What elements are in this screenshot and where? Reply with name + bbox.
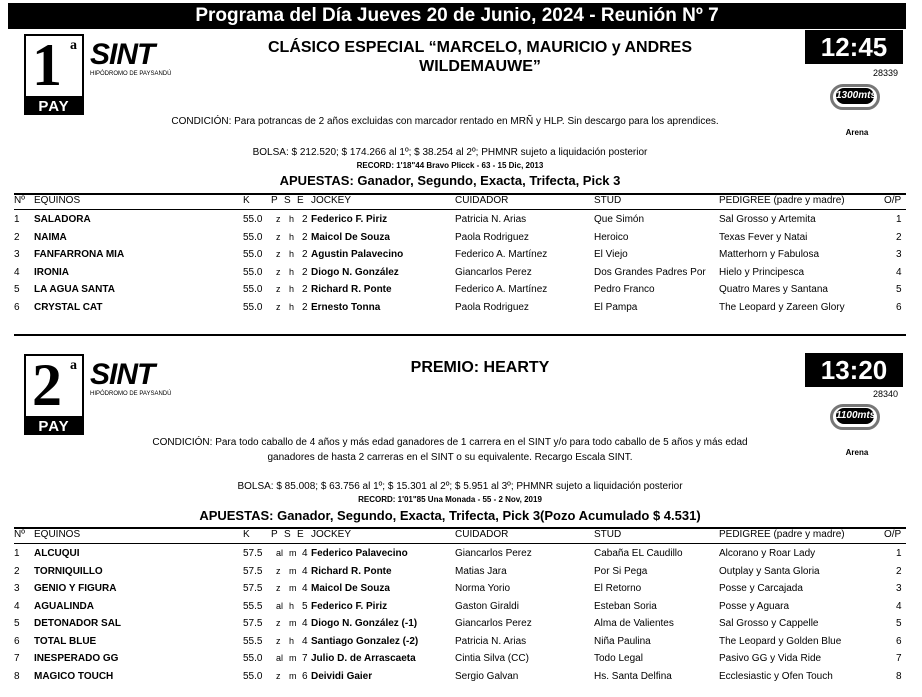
jockey-name: Diogo N. González [311,266,399,278]
entry-row [14,229,906,246]
weight: 55.0 [243,214,263,225]
jockey-name: Julio D. de Arrascaeta [311,653,416,664]
post-position: 8 [896,670,902,682]
pedigree: Outplay y Santa Gloria [719,565,820,577]
entry-number: 3 [14,249,20,260]
weight: 55.0 [243,284,263,295]
entry-row [14,580,906,597]
stud-name: Niña Paulina [594,635,651,647]
stud-name: Dos Grandes Padres Por [594,266,706,278]
horse-name: GENIO Y FIGURA [34,583,117,594]
age: 5 [302,600,308,612]
entries-header: Nº EQUINOS K P S E JOCKEY CUIDADOR STUD PEDIGREE (padre y madre) O/P [14,193,906,210]
entry-number: 4 [14,266,20,278]
jockey-name: Ernesto Tonna [311,301,381,313]
horse-name: FANFARRONA MIA [34,249,125,260]
position: z [276,249,281,259]
trainer-name: Gaston Giraldi [455,600,519,612]
position: al [276,653,284,663]
trainer-name: Giancarlos Perez [455,548,532,559]
stud-name: Esteban Soria [594,600,657,612]
horse-name: AGUALINDA [34,600,94,612]
sex: m [289,653,297,663]
entry-number: 7 [14,653,20,664]
track-surface: Arena [845,128,869,137]
post-position: 5 [896,284,902,295]
stud-name: El Pampa [594,301,638,313]
position: z [276,266,281,277]
weight: 55.0 [243,231,263,243]
weight: 55.0 [243,249,263,260]
race-ordinal: a [70,38,77,53]
pedigree: The Leopard y Golden Blue [719,635,842,647]
jockey-name: Deividi Gaier [311,670,373,682]
position: z [276,284,281,294]
sex: h [289,301,295,312]
trainer-name: Patricia N. Arias [455,214,527,225]
race-number-badge [24,34,82,115]
race-code: 28340 [872,389,898,399]
position: z [276,565,281,576]
entry-row [14,615,906,632]
horse-name: ALCUQUI [34,548,80,559]
entry-row [14,281,906,298]
age: 2 [302,301,308,313]
pedigree: Quatro Mares y Santana [719,284,828,295]
position: z [276,231,281,242]
entry-row [14,299,906,316]
sex: h [289,600,295,611]
trainer-name: Paola Rodriguez [455,301,529,313]
pedigree: Pasivo GG y Vida Ride [719,653,822,664]
sex: h [289,635,295,646]
horse-name: NAIMA [34,231,67,243]
race-separator [14,334,906,336]
race-number: 1 [32,32,62,98]
trainer-name: Matias Jara [455,565,507,577]
post-position: 1 [896,548,902,559]
pedigree: Sal Grosso y Cappelle [719,618,819,629]
trainer-name: Sergio Galvan [455,670,519,682]
sint-logo: SINT HIPÓDROMO DE PAYSANDÚ [90,358,172,397]
trainer-name: Cintia Silva (CC) [455,653,529,664]
jockey-name: Federico Palavecino [311,548,408,559]
post-position: 6 [896,301,902,313]
weight: 55.0 [243,266,263,278]
entry-row [14,633,906,650]
entry-number: 1 [14,214,20,225]
position: z [276,635,281,646]
pedigree: Texas Fever y Natai [719,231,808,243]
trainer-name: Norma Yorio [455,583,511,594]
entry-number: 6 [14,301,20,313]
stud-name: Alma de Valientes [594,618,674,629]
pedigree: Hielo y Principesca [719,266,805,278]
weight: 55.5 [243,600,263,612]
position: z [276,214,281,224]
race-number-badge [24,354,82,435]
entry-number: 5 [14,284,20,295]
horse-name: DETONADOR SAL [34,618,122,629]
entry-number: 4 [14,600,20,612]
jockey-name: Diogo N. González (-1) [311,618,418,629]
entry-number: 3 [14,583,20,594]
sex: h [289,249,295,259]
stud-name: Heroico [594,231,629,243]
stud-name: Que Simón [594,214,645,225]
trainer-name: Federico A. Martínez [455,284,548,295]
trainer-name: Paola Rodriguez [455,231,529,243]
stud-name: Cabaña EL Caudillo [594,548,683,559]
sex: m [289,670,297,681]
race-1 [0,30,922,330]
post-position: 3 [896,583,902,594]
jockey-name: Richard R. Ponte [311,284,392,295]
race-record: RECORD: 1'01"85 Una Monada - 55 - 2 Nov, 2019 [358,495,542,504]
sex: h [289,231,295,242]
race-title: PREMIO: HEARTY [410,359,550,376]
race-condition: CONDICIÓN: Para todo caballo de 4 años y más edad ganadores de 1 carrera en el SINT y/o para todo caballo de 5 años y más edad ganadores de hasta 2 carreras en el SINT o su equivalente. Recargo Escala SINT. [152,437,748,463]
stud-name: El Retorno [594,583,642,594]
race-condition: CONDICIÓN: Para potrancas de 2 años excluidas con marcador rentado en MRÑ y HLP. Sin descargo para los aprendices. [171,116,719,127]
weight: 57.5 [243,565,263,577]
sex: m [289,565,297,576]
post-position: 3 [896,249,902,260]
age: 4 [302,618,308,629]
weight: 55.0 [243,301,263,313]
race-purse: BOLSA: $ 85.008; $ 63.756 al 1º; $ 15.301 al 2º; $ 5.951 al 3º; PHMNR sujeto a liquidación posterior [237,481,683,492]
pedigree: Sal Grosso y Artemita [719,214,816,225]
position: z [276,670,281,681]
age: 7 [302,653,308,664]
age: 6 [302,670,308,682]
stud-name: Hs. Santa Delfina [594,670,672,682]
position: al [276,548,284,558]
jockey-name: Richard R. Ponte [311,565,392,577]
race-time: 12:45 [805,30,903,64]
race-2 [0,350,922,695]
pedigree: Posse y Carcajada [719,583,803,594]
post-position: 4 [896,600,902,612]
post-position: 4 [896,266,902,278]
entry-number: 8 [14,670,20,682]
track-distance-icon: 1100mts [826,402,886,436]
entry-number: 5 [14,618,20,629]
race-record: RECORD: 1'18"44 Bravo Plicck - 63 - 15 Dic, 2013 [356,161,544,170]
race-time: 13:20 [805,353,903,387]
position: z [276,583,281,593]
pedigree: Alcorano y Roar Lady [719,548,816,559]
track-distance-icon: 1300mts [826,82,886,116]
post-position: 6 [896,635,902,647]
age: 4 [302,583,308,594]
sex: h [289,284,295,294]
horse-name: MAGICO TOUCH [34,670,114,682]
horse-name: INESPERADO GG [34,653,119,664]
horse-name: TOTAL BLUE [34,635,97,647]
pedigree: Posse y Aguara [719,600,790,612]
post-position: 2 [896,565,902,577]
horse-name: CRYSTAL CAT [34,301,103,313]
age: 4 [302,565,308,577]
post-position: 2 [896,231,902,243]
race-bets: APUESTAS: Ganador, Segundo, Exacta, Trifecta, Pick 3(Pozo Acumulado $ 4.531) [199,508,701,523]
horse-name: SALADORA [34,214,91,225]
weight: 55.0 [243,670,263,682]
horse-name: IRONIA [34,266,69,278]
sex: m [289,583,297,593]
sex: h [289,266,295,277]
age: 2 [302,249,308,260]
pedigree: Ecclesiastic y Ofen Touch [719,670,833,682]
entry-row [14,264,906,281]
post-position: 1 [896,214,902,225]
age: 2 [302,284,308,295]
race-ordinal: a [70,358,77,373]
trainer-name: Patricia N. Arias [455,635,527,647]
trainer-name: Giancarlos Perez [455,618,532,629]
stud-name: Todo Legal [594,653,643,664]
pedigree: The Leopard y Zareen Glory [719,301,845,313]
post-position: 7 [896,653,902,664]
race-code: 28339 [872,68,898,78]
pay-label: PAY [24,98,84,115]
position: z [276,301,281,312]
post-position: 5 [896,618,902,629]
horse-name: TORNIQUILLO [34,565,103,577]
entry-number: 6 [14,635,20,647]
weight: 57.5 [243,618,263,629]
entry-row [14,598,906,615]
weight: 57.5 [243,583,263,594]
entry-row [14,563,906,580]
entry-number: 1 [14,548,20,559]
jockey-name: Maicol De Souza [311,231,390,243]
position: al [276,600,284,611]
entry-row [14,246,906,263]
age: 4 [302,635,308,647]
entry-row [14,650,906,667]
age: 4 [302,548,308,559]
trainer-name: Federico A. Martínez [455,249,548,260]
position: z [276,618,281,628]
entries-header: Nº EQUINOS K P S E JOCKEY CUIDADOR STUD PEDIGREE (padre y madre) O/P [14,527,906,544]
jockey-name: Federico F. Piriz [311,214,388,225]
jockey-name: Santiago Gonzalez (-2) [311,635,419,647]
race-bets: APUESTAS: Ganador, Segundo, Exacta, Trifecta, Pick 3 [279,173,621,188]
jockey-name: Federico F. Piriz [311,600,388,612]
sint-logo: SINT HIPÓDROMO DE PAYSANDÚ [90,38,172,77]
entry-number: 2 [14,231,20,243]
stud-name: Por Si Pega [594,565,648,577]
age: 2 [302,266,308,278]
stud-name: El Viejo [594,249,628,260]
trainer-name: Giancarlos Perez [455,266,532,278]
program-title: Programa del Día Jueves 20 de Junio, 2024 - Reunión Nº 7 [8,3,906,29]
sex: m [289,548,297,558]
track-surface: Arena [845,448,869,457]
age: 2 [302,231,308,243]
jockey-name: Maicol De Souza [311,583,390,594]
race-title: CLÁSICO ESPECIAL “MARCELO, MAURICIO y ANDRES WILDEMAUWE” [267,39,693,75]
pay-label: PAY [24,418,84,435]
horse-name: LA AGUA SANTA [34,284,115,295]
weight: 57.5 [243,548,263,559]
entry-row [14,545,906,562]
weight: 55.5 [243,635,263,647]
entry-row [14,668,906,685]
race-number: 2 [32,352,62,418]
weight: 55.0 [243,653,263,664]
stud-name: Pedro Franco [594,284,655,295]
jockey-name: Agustin Palavecino [311,249,404,260]
entry-number: 2 [14,565,20,577]
age: 2 [302,214,308,225]
pedigree: Matterhorn y Fabulosa [719,249,820,260]
entry-row [14,211,906,228]
race-purse: BOLSA: $ 212.520; $ 174.266 al 1º; $ 38.254 al 2º; PHMNR sujeto a liquidación posterior [252,147,648,158]
sex: h [289,214,295,224]
sex: m [289,618,297,628]
